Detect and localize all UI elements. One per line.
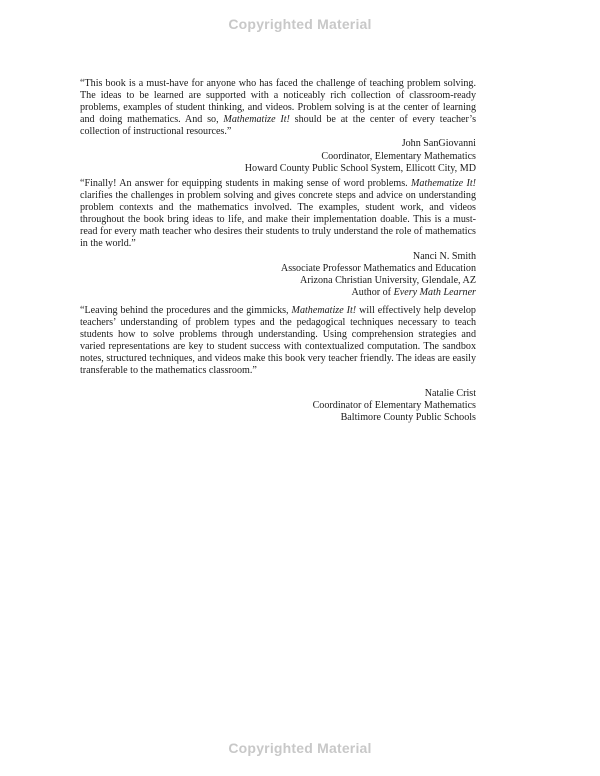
book-title: Mathematize It! — [411, 178, 476, 189]
endorsement-2 — [80, 178, 476, 299]
endorser-organization: Baltimore County Public Schools — [340, 411, 476, 423]
endorsement-attribution — [80, 388, 476, 424]
copyright-watermark-top: Copyrighted Material — [228, 16, 372, 32]
endorsement-3 — [80, 305, 476, 424]
quote-text: will effectively help develop teachers’ understanding of problem types and the pedagogical techniques necessary to teach students how to solve problems through understanding. Using comprehension strategies and varied representations are key to student success with contextualized computation. The sandbox notes, structured techniques, and videos make this book very teacher friendly. The ideas are easily transferable to the mathematics classroom.” — [80, 305, 476, 377]
endorsement-quote — [80, 178, 476, 251]
endorser-title: Associate Professor Mathematics and Education — [280, 262, 476, 274]
book-title: Mathematize It! — [291, 305, 357, 316]
endorsement-quote — [80, 305, 476, 378]
endorser-name: Natalie Crist — [424, 387, 476, 399]
endorsement-1 — [80, 78, 476, 175]
endorser-book-credit — [80, 287, 476, 299]
quote-text: “This book is a must-have for anyone who has faced the challenge of teaching problem solving. The ideas to be learned are supported with a noticeably rich collection of classroom-ready problems, examples of student thinking, and videos. Problem solving is at the center of learning and doing mathematics. And so, — [80, 78, 476, 126]
endorsement-quote — [80, 78, 476, 138]
book-credit-prefix: Author of — [351, 286, 394, 298]
endorser-name: John SanGiovanni — [401, 138, 476, 150]
book-credit-title: Every Math Learner — [393, 286, 476, 298]
endorser-organization: Howard County Public School System, Ellicott City, MD — [244, 162, 476, 174]
quote-text: “Finally! An answer for equipping students in making sense of word problems. — [80, 178, 412, 189]
endorser-name: Nanci N. Smith — [412, 250, 476, 262]
endorsement-attribution — [80, 138, 476, 174]
endorser-title: Coordinator of Elementary Mathematics — [312, 399, 476, 411]
quote-text: “Leaving behind the procedures and the gimmicks, — [80, 305, 292, 316]
endorser-organization: Arizona Christian University, Glendale, AZ — [300, 274, 476, 286]
book-title: Mathematize It! — [223, 114, 290, 126]
quote-text: clarifies the challenges in problem solving and gives concrete steps and advice on understanding problem contexts and the mathematics involved. The examples, student work, and videos throughout the book bring ideas to life, and make their implementation doable. This is a must-read for every math teacher who desires their students to truly understand the role of mathematics in the world.” — [80, 190, 476, 250]
copyright-watermark-bottom: Copyrighted Material — [228, 740, 372, 756]
endorser-title: Coordinator, Elementary Mathematics — [321, 150, 476, 162]
endorsement-attribution — [80, 251, 476, 299]
quote-text: should be at the center of every teacher’s collection of instructional resources.” — [80, 114, 477, 138]
